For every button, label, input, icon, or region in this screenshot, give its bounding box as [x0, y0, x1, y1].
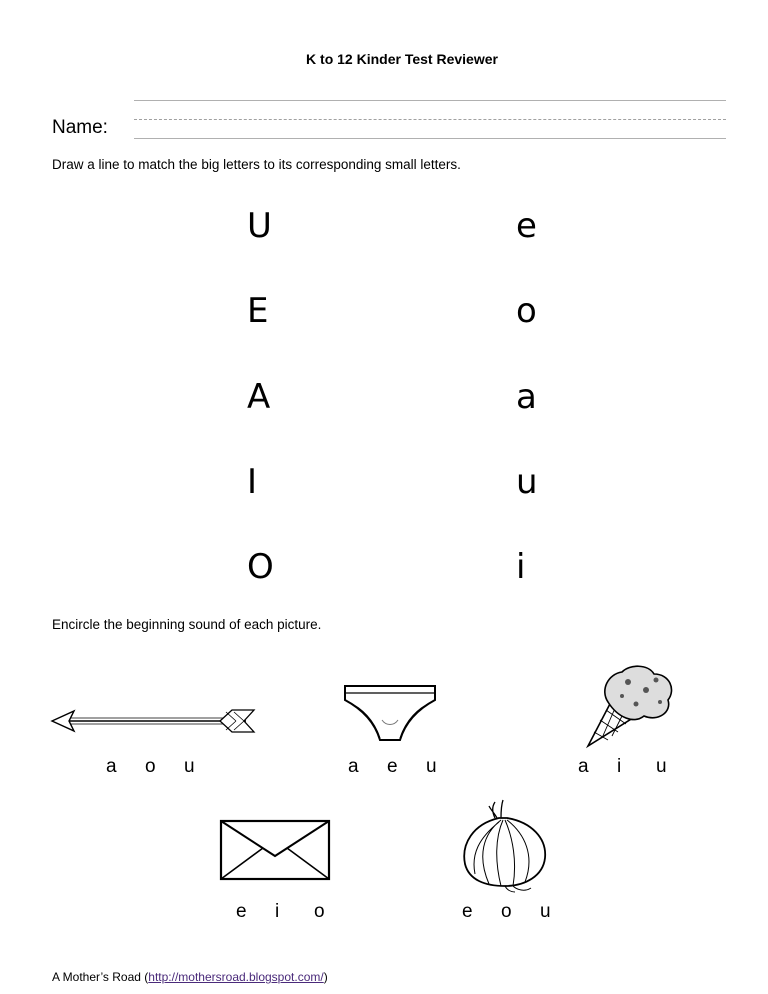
option-letter[interactable]: o: [314, 901, 325, 922]
onion-icon: [455, 798, 555, 894]
options-ice-cream: [578, 756, 695, 778]
option-letter[interactable]: u: [184, 756, 195, 777]
options-onion: [462, 901, 579, 923]
option-letter[interactable]: u: [656, 756, 667, 777]
big-letter: U: [247, 206, 272, 246]
big-letter: E: [247, 291, 269, 331]
arrow-icon: [50, 704, 256, 738]
underwear-icon: [340, 680, 440, 746]
big-letter: O: [247, 547, 274, 587]
big-letter: I: [247, 462, 258, 502]
small-letter: a: [516, 377, 537, 417]
name-label: Name:: [52, 117, 108, 138]
option-letter[interactable]: u: [426, 756, 437, 777]
small-letter: u: [516, 462, 538, 502]
small-letter: i: [516, 547, 526, 587]
instruction-encircle: Encircle the beginning sound of each picture.: [52, 617, 322, 632]
option-letter[interactable]: a: [578, 756, 589, 777]
options-envelope: [236, 901, 353, 923]
footer-suffix: ): [323, 970, 328, 984]
name-line-top: [134, 100, 726, 101]
small-letter: e: [516, 206, 537, 246]
page-title: K to 12 Kinder Test Reviewer: [306, 51, 498, 67]
footer-link[interactable]: http://mothersroad.blogspot.com/: [148, 970, 324, 984]
options-underwear: [348, 756, 465, 778]
footer: [52, 970, 328, 984]
name-line-bottom: [134, 138, 726, 139]
option-letter[interactable]: o: [145, 756, 156, 777]
option-letter[interactable]: i: [275, 901, 280, 922]
option-letter[interactable]: e: [236, 901, 247, 922]
options-arrow: [106, 756, 223, 778]
envelope-icon: [218, 818, 332, 882]
option-letter[interactable]: i: [617, 756, 622, 777]
big-letter: A: [247, 377, 271, 417]
option-letter[interactable]: o: [501, 901, 512, 922]
small-letter: o: [516, 291, 537, 331]
option-letter[interactable]: e: [462, 901, 473, 922]
name-line-dashed: [134, 119, 726, 120]
footer-prefix: A Mother’s Road (: [52, 970, 149, 984]
option-letter[interactable]: a: [348, 756, 359, 777]
option-letter[interactable]: e: [387, 756, 398, 777]
ice-cream-icon: [578, 660, 678, 750]
instruction-match: Draw a line to match the big letters to its corresponding small letters.: [52, 157, 461, 172]
option-letter[interactable]: a: [106, 756, 117, 777]
option-letter[interactable]: u: [540, 901, 551, 922]
